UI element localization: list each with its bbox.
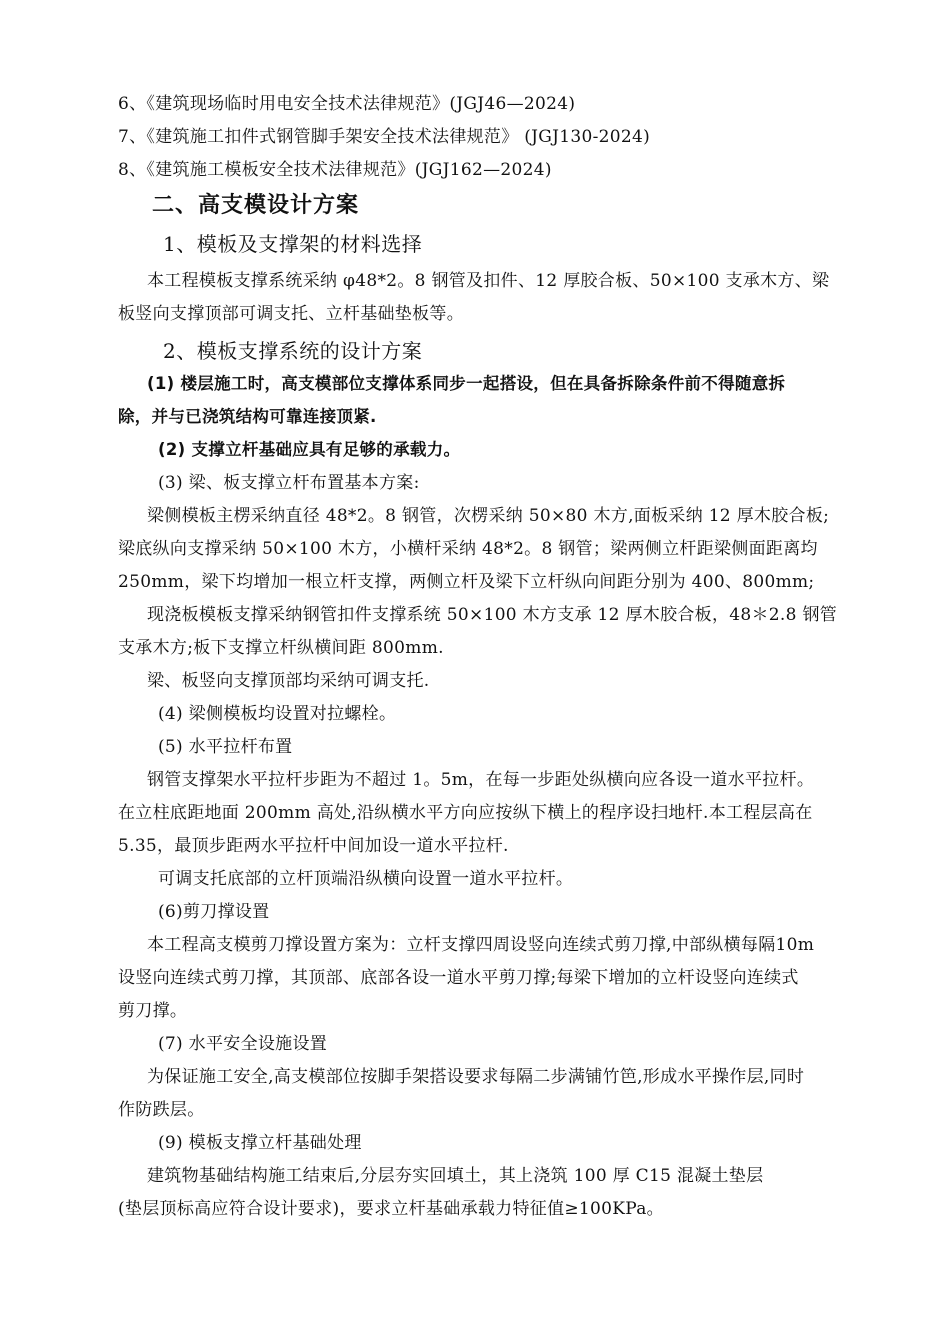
item-6-line-2: 设竖向连续式剪刀撑，其顶部、底部各设一道水平剪刀撑;每梁下增加的立杆设竖向连续式 [118, 968, 799, 988]
item-3-title: (3) 梁、板支撑立杆布置基本方案: [158, 473, 420, 493]
item-1-line-2: 除，并与已浇筑结构可靠连接顶紧. [118, 407, 377, 426]
materials-paragraph-line-1: 本工程模板支撑系统采纳 φ48*2。8 钢管及扣件、12 厚胶合板、50×100 支承木方、梁 [147, 271, 830, 291]
item-9-line-2: (垫层顶标高应符合设计要求)，要求立杆基础承载力特征值≥100KPa。 [118, 1199, 664, 1219]
item-6-title: (6)剪刀撑设置 [158, 902, 270, 922]
reference-item-7: 7、《建筑施工扣件式钢管脚手架安全技术法律规范》 (JGJ130-2024) [118, 127, 651, 147]
item-3-slab-line-1: 现浇板模板支撑采纳钢管扣件支撑系统 50×100 木方支承 12 厚木胶合板，48＊2.8 钢管 [147, 605, 838, 625]
materials-paragraph-line-2: 板竖向支撑顶部可调支托、立杆基础垫板等。 [118, 304, 464, 324]
item-1-line-1: (1) 楼层施工时，高支模部位支撑体系同步一起搭设，但在具备拆除条件前不得随意拆 [147, 374, 786, 393]
item-3-beam-line-1: 梁侧模板主楞采纳直径 48*2。8 钢管，次楞采纳 50×80 木方,面板采纳 12 厚木胶合板; [147, 506, 830, 526]
item-3-note: 梁、板竖向支撑顶部均采纳可调支托. [147, 671, 430, 691]
subsection-title-materials: 1、模板及支撑架的材料选择 [163, 232, 423, 256]
subsection-title-design: 2、模板支撑系统的设计方案 [163, 339, 423, 363]
item-5-line-2: 在立柱底距地面 200mm 高处,沿纵横水平方向应按纵下横上的程序设扫地杆.本工程层高在 [118, 803, 813, 823]
item-7-title: (7) 水平安全设施设置 [158, 1034, 328, 1054]
item-5-note: 可调支托底部的立杆顶端沿纵横向设置一道水平拉杆。 [158, 869, 574, 889]
item-3-slab-line-2: 支承木方;板下支撑立杆纵横间距 800mm. [118, 638, 444, 658]
item-6-line-1: 本工程高支模剪刀撑设置方案为：立杆支撑四周设竖向连续式剪刀撑,中部纵横每隔10m [147, 935, 815, 955]
item-5-line-1: 钢管支撑架水平拉杆步距为不超过 1。5m，在每一步距处纵横向应各设一道水平拉杆。 [147, 770, 815, 790]
item-3-beam-line-2: 梁底纵向支撑采纳 50×100 木方，小横杆采纳 48*2。8 钢管；梁两侧立杆距梁侧面距离均 [118, 539, 818, 559]
item-2: (2) 支撑立杆基础应具有足够的承载力。 [158, 440, 461, 459]
item-6-line-3: 剪刀撑。 [118, 1001, 188, 1021]
item-7-line-2: 作防跌层。 [118, 1100, 205, 1120]
item-7-line-1: 为保证施工安全,高支模部位按脚手架搭设要求每隔二步满铺竹笆,形成水平操作层,同时 [147, 1067, 805, 1087]
item-4: (4) 梁侧模板均设置对拉螺栓。 [158, 704, 397, 724]
item-3-beam-line-3: 250mm，梁下均增加一根立杆支撑，两侧立杆及梁下立杆纵向间距分别为 400、800mm; [118, 572, 815, 592]
item-5-title: (5) 水平拉杆布置 [158, 737, 293, 757]
section-title: 二、高支模设计方案 [152, 192, 360, 218]
item-9-title: (9) 模板支撑立杆基础处理 [158, 1133, 362, 1153]
reference-item-6: 6、《建筑现场临时用电安全技术法律规范》(JGJ46—2024) [118, 94, 576, 114]
item-5-line-3: 5.35，最顶步距两水平拉杆中间加设一道水平拉杆. [118, 836, 509, 856]
reference-item-8: 8、《建筑施工模板安全技术法律规范》(JGJ162—2024) [118, 160, 552, 180]
item-9-line-1: 建筑物基础结构施工结束后,分层夯实回填土，其上浇筑 100 厚 C15 混凝土垫层 [147, 1166, 764, 1186]
